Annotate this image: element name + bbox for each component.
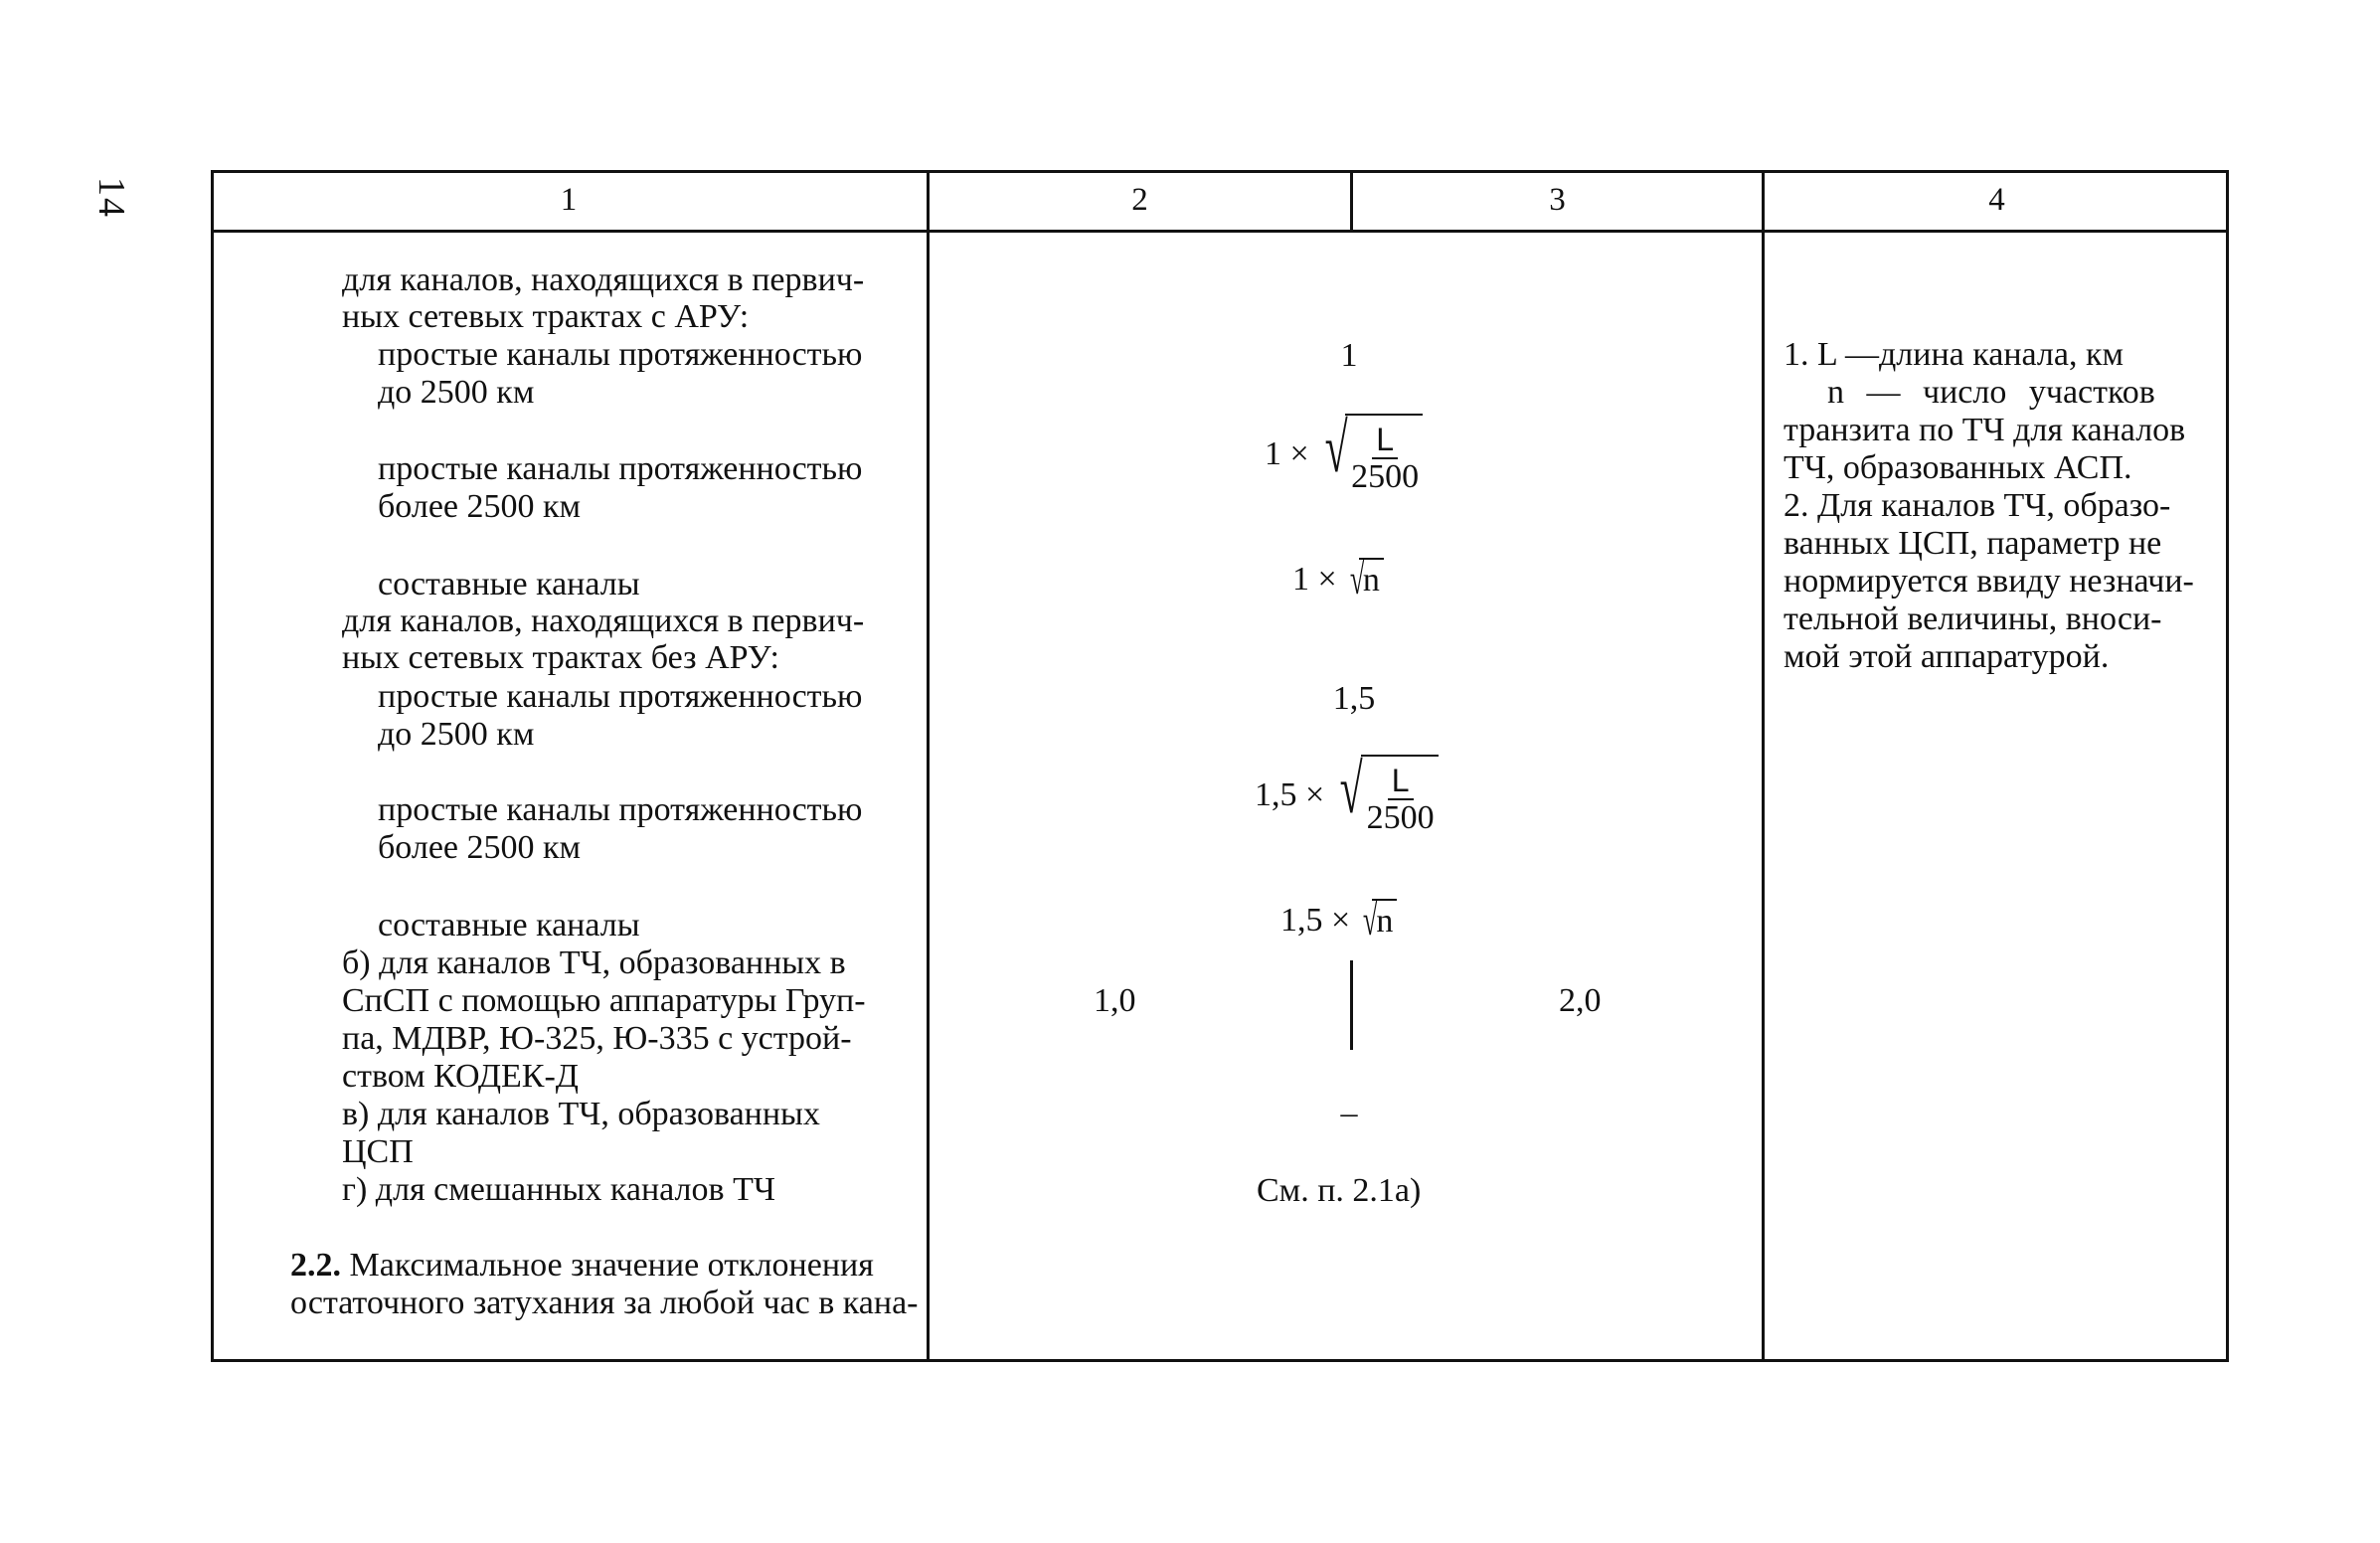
col1-line: ных сетевых трактах без АРУ: (342, 639, 779, 676)
value-b-col3: 2,0 (1559, 982, 1602, 1019)
col1-line: б) для каналов ТЧ, образованных в (342, 944, 846, 981)
col1-line: па, МДВР, Ю-325, Ю-335 с устрой- (342, 1020, 852, 1057)
header-divider (211, 230, 2229, 233)
col1-line: простые каналы протяженностью (378, 791, 863, 828)
header-col-4: 4 (1988, 182, 2005, 218)
col1-line: до 2500 км (378, 374, 535, 411)
col1-line: г) для смешанных каналов ТЧ (342, 1171, 775, 1208)
formula-numerator: L (1372, 422, 1398, 459)
sqrt-icon: √ n (1345, 558, 1384, 601)
col1-line: для каналов, находящихся в первич- (342, 602, 865, 639)
formula-coef: 1,5 × (1255, 776, 1325, 813)
formula-simple-aru-long (1265, 411, 1423, 495)
note-line: 2. Для каналов ТЧ, образо- (1784, 487, 2171, 524)
col1-line: ством КОДЕК-Д (342, 1058, 579, 1095)
note-line: нормируется ввиду незначи- (1784, 563, 2194, 600)
page-number: 14 (90, 177, 132, 219)
note-line: n — число участков (1827, 374, 2155, 411)
note-line: ТЧ, образованных АСП. (1784, 449, 2132, 486)
formula-numerator: L (1388, 763, 1414, 800)
value-simple-aru-short: 1 (1340, 337, 1358, 374)
col1-line: более 2500 км (378, 488, 582, 525)
section-heading (290, 1247, 874, 1284)
col1-line: остаточного затухания за любой час в кана- (290, 1285, 919, 1321)
col1-line: до 2500 км (378, 716, 535, 753)
formula-argument: n (1359, 558, 1384, 601)
value-b-col2: 1,0 (1094, 982, 1136, 1019)
col1-line: более 2500 км (378, 829, 582, 866)
col-divider-1 (927, 170, 930, 1362)
value-simple-noaru-short: 1,5 (1332, 680, 1376, 717)
formula-argument: n (1372, 899, 1397, 943)
col1-line: для каналов, находящихся в первич- (342, 261, 865, 298)
col1-line: составные каналы (378, 566, 640, 602)
header-col-2: 2 (1131, 182, 1148, 218)
note-line: тельной величины, вноси- (1784, 600, 2162, 637)
formula-denominator: 2500 (1351, 458, 1420, 495)
formula-coef: 1 × (1265, 435, 1309, 472)
section-number: 2.2. (290, 1247, 341, 1284)
col-divider-3 (1762, 170, 1765, 1362)
table-border-bottom (211, 1359, 2229, 1362)
col1-line: составные каналы (378, 907, 640, 943)
col1-line: ных сетевых трактах с АРУ: (342, 298, 750, 335)
formula-simple-noaru-long (1255, 752, 1439, 836)
note-line: мой этой аппаратурой. (1784, 638, 2110, 675)
formula-composite-aru (1292, 555, 1384, 603)
split-divider (1350, 960, 1353, 1050)
value-v-dash: – (1340, 1095, 1358, 1131)
col1-line: в) для каналов ТЧ, образованных (342, 1096, 820, 1132)
formula-coef: 1,5 × (1280, 902, 1351, 939)
table-border-left (211, 170, 214, 1362)
section-title: Максимальное значение отклонения (341, 1247, 874, 1284)
table-border-right (2226, 170, 2229, 1362)
note-line: ванных ЦСП, параметр не (1784, 525, 2162, 562)
col1-line: ЦСП (342, 1133, 414, 1170)
col1-line: простые каналы протяженностью (378, 678, 863, 715)
note-line: 1. L —длина канала, км (1784, 336, 2125, 373)
formula-coef: 1 × (1292, 561, 1337, 598)
sqrt-icon: √ $\frac{L}{2500}$ (1332, 755, 1438, 836)
header-col-1: 1 (560, 182, 578, 218)
spec-table (211, 170, 2229, 1361)
value-g-reference: См. п. 2.1а) (1257, 1172, 1422, 1209)
sqrt-icon: √ $\frac{L}{2500}$ (1317, 414, 1423, 495)
col1-line: простые каналы протяженностью (378, 450, 863, 487)
sqrt-icon: √ n (1358, 899, 1397, 943)
col1-line: СпСП с помощью аппаратуры Груп- (342, 982, 866, 1019)
col1-line: простые каналы протяженностью (378, 336, 863, 373)
note-line: транзита по ТЧ для каналов (1784, 412, 2186, 448)
formula-composite-noaru (1280, 896, 1397, 944)
formula-denominator: 2500 (1366, 799, 1435, 836)
header-col-3: 3 (1549, 182, 1566, 218)
